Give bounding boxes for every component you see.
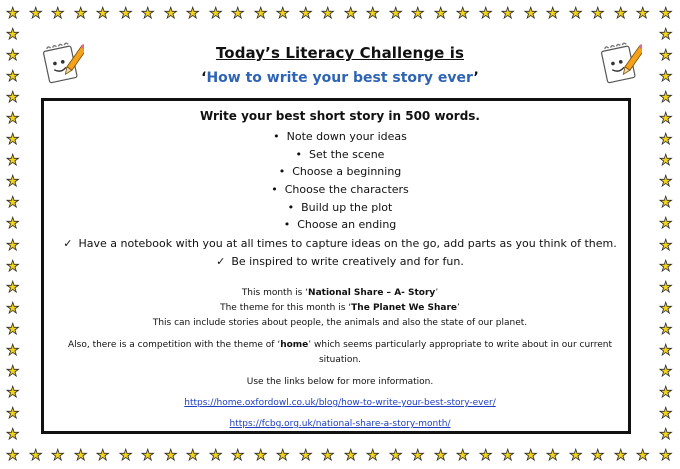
star-icon: ★ (6, 257, 20, 275)
theme-line-suffix: ’ (457, 303, 460, 313)
star-icon: ★ (569, 4, 583, 22)
star-icon: ★ (659, 88, 673, 106)
theme-line-bold: The Planet We Share (351, 303, 457, 313)
star-icon: ★ (659, 362, 673, 380)
star-icon: ★ (276, 446, 290, 464)
list-item-text: Note down your ideas (286, 130, 407, 143)
subtitle-close-quote: ’ (473, 70, 479, 86)
star-icon: ★ (6, 109, 20, 127)
share-line-suffix: ’ (435, 288, 439, 298)
list-item (0, 216, 680, 234)
share-line-prefix: This month is ‘ (241, 288, 309, 298)
star-icon: ★ (411, 446, 425, 464)
star-icon: ★ (479, 4, 493, 22)
list-item (0, 163, 680, 181)
star-icon: ★ (164, 4, 178, 22)
star-icon: ★ (659, 257, 673, 275)
list-item-text: Set the scene (309, 147, 385, 161)
list-item (0, 128, 680, 146)
star-icon: ★ (6, 404, 20, 422)
tips-check-list (0, 235, 680, 271)
competition-line (0, 340, 680, 350)
star-icon: ★ (6, 236, 20, 254)
star-icon: ★ (119, 4, 133, 22)
star-icon: ★ (74, 446, 88, 464)
star-icon: ★ (366, 4, 380, 22)
links-intro: Use the links below for more information. (246, 377, 434, 387)
star-icon: ★ (501, 4, 515, 22)
competition-suffix: ’ which seems particularly appropriate to write about in our current (308, 340, 612, 350)
list-item-text: Choose an ending (297, 218, 397, 232)
star-icon: ★ (6, 383, 20, 401)
star-icon: ★ (231, 4, 245, 22)
star-icon: ★ (591, 4, 605, 22)
include-line: This can include stories about people, the animals and also the state of our planet. (152, 318, 528, 328)
star-icon: ★ (6, 4, 20, 22)
star-icon: ★ (6, 46, 20, 64)
star-icon: ★ (659, 67, 673, 85)
star-icon: ★ (524, 446, 538, 464)
bullet-icon: • (271, 183, 278, 197)
star-icon: ★ (636, 446, 650, 464)
star-icon: ★ (344, 446, 358, 464)
star-icon: ★ (6, 130, 20, 148)
subtitle-text: How to write your best story ever (206, 70, 474, 86)
checkmark-icon: ✓ (216, 255, 226, 268)
star-icon: ★ (344, 4, 358, 22)
competition-prefix: Also, there is a competition with the theme of ‘ (68, 340, 281, 350)
content-heading: Write your best short story in 500 words. (199, 109, 480, 123)
fcbg-link[interactable]: https://fcbg.org.uk/national-share-a-story-month/ (229, 419, 451, 429)
star-icon: ★ (456, 446, 470, 464)
share-month-line (0, 288, 680, 298)
star-icon: ★ (659, 236, 673, 254)
star-icon: ★ (659, 446, 673, 464)
star-icon: ★ (254, 4, 268, 22)
star-icon: ★ (659, 383, 673, 401)
star-icon: ★ (96, 4, 110, 22)
star-icon: ★ (6, 446, 20, 464)
theme-line-prefix: The theme for this month is ‘ (220, 303, 352, 313)
star-icon: ★ (389, 446, 403, 464)
star-icon: ★ (231, 446, 245, 464)
list-item-text: Have a notebook with you at all times to capture ideas on the go, add parts as you think of them. (78, 237, 617, 250)
subtitle-open-quote: ‘ (201, 70, 207, 86)
star-icon: ★ (659, 4, 673, 22)
list-item-text: Build up the plot (301, 200, 393, 214)
bullet-icon: • (283, 218, 291, 232)
tips-bullet-list (0, 128, 680, 234)
star-icon: ★ (366, 446, 380, 464)
list-item (0, 199, 680, 217)
star-icon: ★ (501, 446, 515, 464)
star-icon: ★ (434, 4, 448, 22)
star-icon: ★ (546, 446, 560, 464)
star-icon: ★ (164, 446, 178, 464)
bullet-icon: • (287, 200, 295, 214)
star-icon: ★ (659, 130, 673, 148)
bullet-icon: • (295, 147, 303, 161)
star-icon: ★ (456, 4, 470, 22)
star-icon: ★ (6, 25, 20, 43)
star-icon: ★ (659, 299, 673, 317)
star-icon: ★ (389, 4, 403, 22)
star-icon: ★ (6, 193, 20, 211)
star-icon: ★ (6, 151, 20, 169)
star-icon: ★ (6, 425, 20, 443)
star-icon: ★ (659, 341, 673, 359)
star-icon: ★ (659, 278, 673, 296)
star-icon: ★ (659, 320, 673, 338)
star-icon: ★ (659, 25, 673, 43)
star-icon: ★ (434, 446, 448, 464)
star-icon: ★ (6, 88, 20, 106)
star-icon: ★ (141, 4, 155, 22)
oxfordowl-link[interactable]: https://home.oxfordowl.co.uk/blog/how-to-write-your-best-story-ever/ (184, 398, 496, 408)
star-icon: ★ (659, 404, 673, 422)
competition-line-2: situation. (318, 355, 362, 365)
star-icon: ★ (411, 4, 425, 22)
star-icon: ★ (659, 151, 673, 169)
fcbg-link-row (0, 419, 680, 429)
star-icon: ★ (74, 4, 88, 22)
star-icon: ★ (6, 278, 20, 296)
list-item-text: Be inspired to write creatively and for fun. (231, 255, 464, 268)
star-icon: ★ (659, 46, 673, 64)
star-icon: ★ (546, 4, 560, 22)
competition-bold: home (280, 340, 309, 350)
star-icon: ★ (186, 4, 200, 22)
star-icon: ★ (614, 446, 628, 464)
star-icon: ★ (29, 4, 43, 22)
star-icon: ★ (119, 446, 133, 464)
star-icon: ★ (6, 320, 20, 338)
star-icon: ★ (186, 446, 200, 464)
star-icon: ★ (96, 446, 110, 464)
list-item (0, 146, 680, 164)
list-item (0, 181, 680, 199)
star-icon: ★ (524, 4, 538, 22)
star-icon: ★ (276, 4, 290, 22)
star-icon: ★ (299, 4, 313, 22)
star-icon: ★ (321, 4, 335, 22)
star-icon: ★ (479, 446, 493, 464)
star-icon: ★ (6, 341, 20, 359)
share-line-bold: National Share – A- Story (308, 288, 436, 298)
star-icon: ★ (6, 362, 20, 380)
star-icon: ★ (6, 214, 20, 232)
list-item (0, 253, 680, 271)
star-icon: ★ (209, 4, 223, 22)
star-icon: ★ (659, 214, 673, 232)
star-icon: ★ (659, 109, 673, 127)
bullet-icon: • (278, 165, 286, 179)
star-icon: ★ (636, 4, 650, 22)
star-icon: ★ (209, 446, 223, 464)
star-icon: ★ (51, 446, 65, 464)
star-icon: ★ (51, 4, 65, 22)
star-icon: ★ (254, 446, 268, 464)
star-icon: ★ (6, 299, 20, 317)
star-icon: ★ (141, 446, 155, 464)
oxfordowl-link-row (0, 398, 680, 408)
checkmark-icon: ✓ (63, 237, 73, 250)
star-icon: ★ (299, 446, 313, 464)
star-icon: ★ (6, 172, 20, 190)
page-title: Today’s Literacy Challenge is (215, 44, 465, 62)
theme-line (0, 303, 680, 313)
star-icon: ★ (659, 193, 673, 211)
star-icon: ★ (591, 446, 605, 464)
star-icon: ★ (569, 446, 583, 464)
list-item (0, 235, 680, 253)
page-subtitle (0, 67, 680, 86)
bullet-icon: • (273, 130, 280, 143)
star-icon: ★ (29, 446, 43, 464)
star-icon: ★ (614, 4, 628, 22)
star-icon: ★ (659, 172, 673, 190)
star-icon: ★ (321, 446, 335, 464)
list-item-text: Choose the characters (284, 183, 409, 197)
star-icon: ★ (659, 425, 673, 443)
list-item-text: Choose a beginning (292, 165, 402, 179)
star-icon: ★ (6, 67, 20, 85)
